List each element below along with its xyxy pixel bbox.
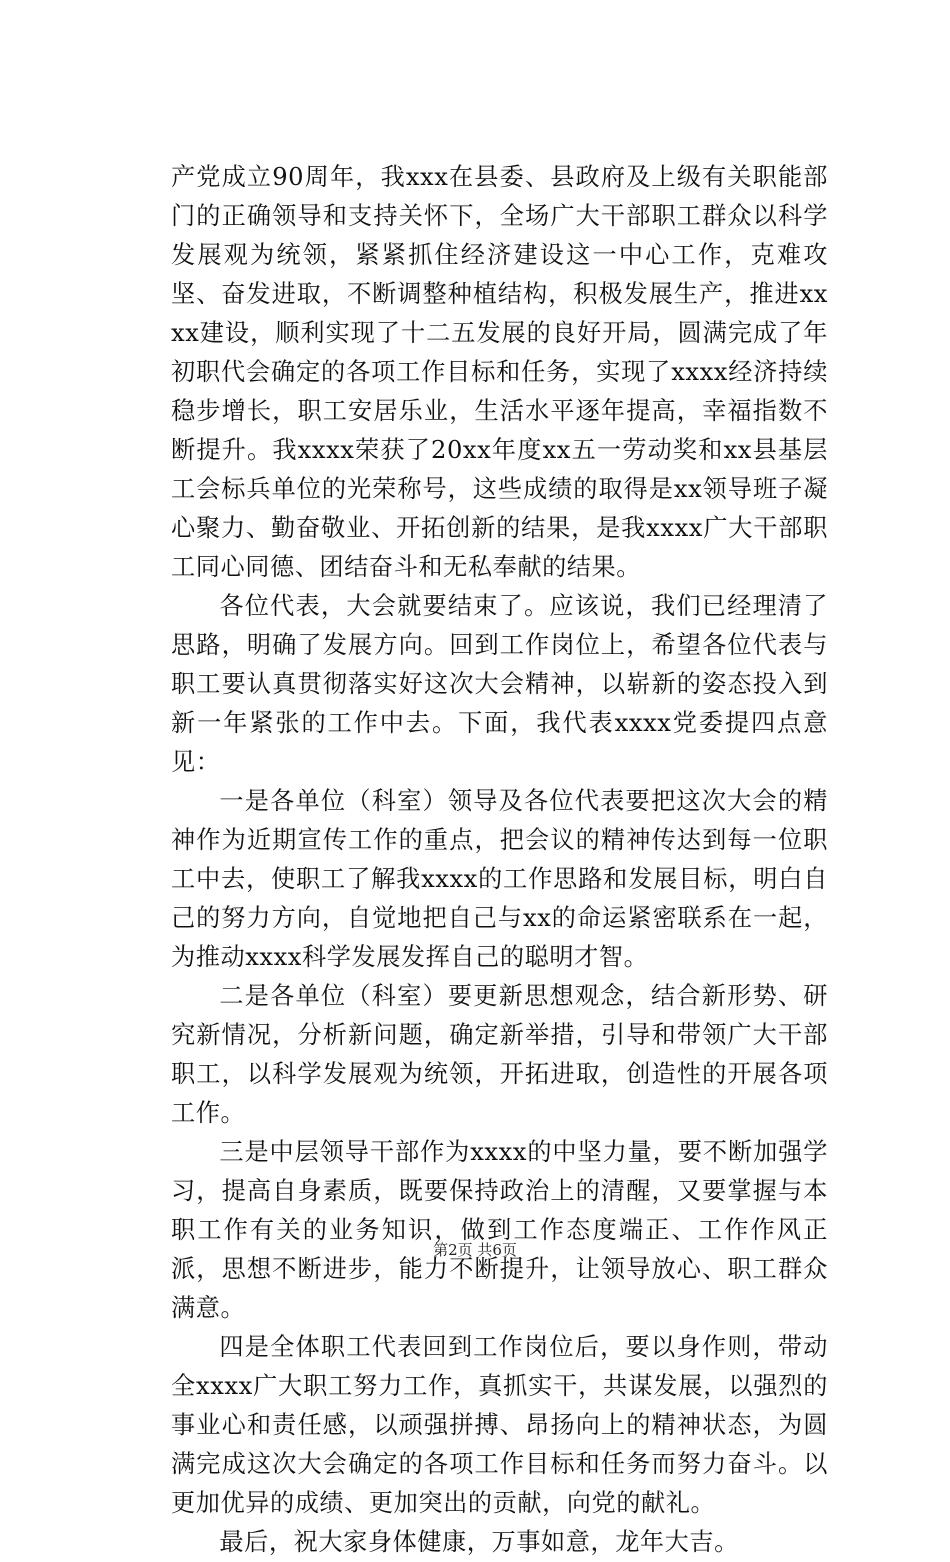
page-number-footer: 第2页 共6页: [433, 1241, 517, 1259]
paragraph-point-one: 一是各单位（科室）领导及各位代表要把这次大会的精神作为近期宣传工作的重点，把会议的精神传达到每一位职工中去，使职工了解我xxxx的工作思路和发展目标，明白自己的努力方向，自觉地把自己与xx的命运紧密联系在一起，为推动xxxx科学发展发挥自己的聪明才智。: [171, 787, 828, 971]
paragraph-point-three: 三是中层领导干部作为xxxx的中坚力量，要不断加强学习，提高自身素质，既要保持政治上的清醒，又要掌握与本职工作有关的业务知识，做到工作态度端正、工作作风正派，思想不断进步，能力不断提升，让领导放心、职工群众满意。: [171, 1138, 828, 1322]
paragraph-continuation: 产党成立90周年，我xxx在县委、县政府及上级有关职能部门的正确领导和支持关怀下，全场广大干部职工群众以科学发展观为统领，紧紧抓住经济建设这一中心工作，克难攻坚、奋发进取，不断调整种植结构，积极发展生产，推进xxxx建设，顺利实现了十二五发展的良好开局，圆满完成了年初职代会确定的各项工作目标和任务，实现了xxxx经济持续稳步增长，职工安居乐业，生活水平逐年提高，幸福指数不断提升。我xxxx荣获了20xx年度xx五一劳动奖和xx县基层工会标兵单位的光荣称号，这些成绩的取得是xx领导班子凝心聚力、勤奋敬业、开拓创新的结果，是我xxxx广大干部职工同心同德、团结奋斗和无私奉献的结果。: [171, 163, 828, 581]
paragraph-final-wishes: 最后，祝大家身体健康，万事如意，龙年大吉。: [219, 1528, 739, 1556]
paragraph-closing-remarks: 各位代表，大会就要结束了。应该说，我们已经理清了思路，明确了发展方向。回到工作岗位上，希望各位代表与职工要认真贯彻落实好这次大会精神，以崭新的姿态投入到新一年紧张的工作中去。下面，我代表xxxx党委提四点意见：: [171, 592, 828, 776]
paragraph-point-two: 二是各单位（科室）要更新思想观念，结合新形势、研究新情况，分析新问题，确定新举措，引导和带领广大干部职工，以科学发展观为统领，开拓进取，创造性的开展各项工作。: [171, 982, 828, 1127]
document-body: [171, 158, 828, 1562]
paragraph-point-four: 四是全体职工代表回到工作岗位后，要以身作则，带动全xxxx广大职工努力工作，真抓实干，共谋发展，以强烈的事业心和责任感，以顽强拼搏、昂扬向上的精神状态，为圆满完成这次大会确定的各项工作目标和任务而努力奋斗。以更加优异的成绩、更加突出的贡献，向党的献礼。: [171, 1333, 828, 1517]
